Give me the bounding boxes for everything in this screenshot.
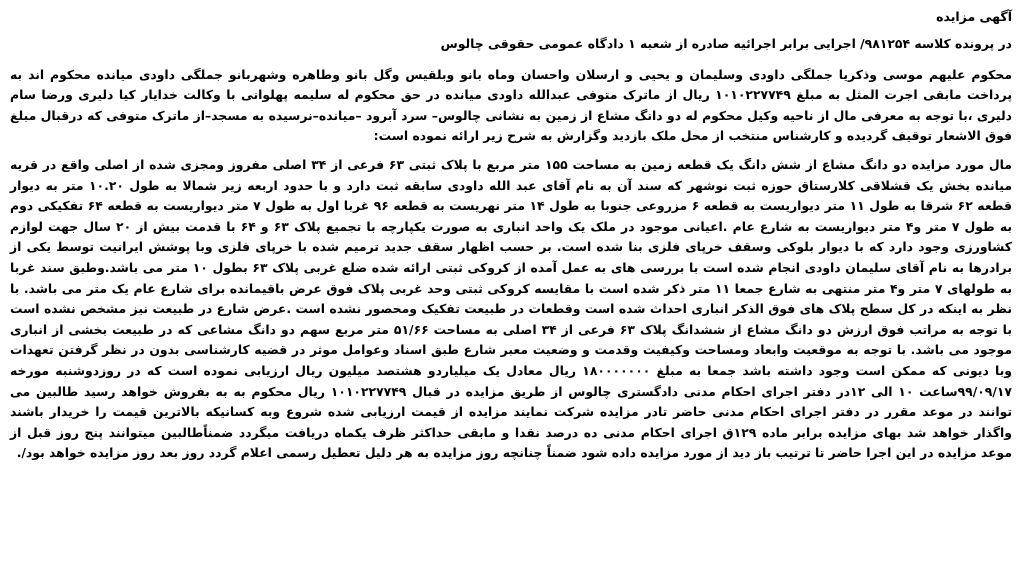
judgment-paragraph: محکوم علیهم موسی وذکریا جملگی داودی وسلیمان و یحیی و ارسلان واحسان وماه بانو وبلقیس وگل بانو وطاهره وشهربانو جملگی داودی میانده محکوم اند به پرداخت مابقی اجرت المثل به مبلغ ۱۰۱۰۲۲۷۷۴۹ ریال از ماترک متوفی عبدالله داودی میانده در حق محکوم له سلیمه پهلوانی با وکالت خدایار کیا دلیری ورضا سام دلیری ،با توجه به معرفی مال از ناحیه وکیل محکوم له دو دانگ مشاع از زمین به نشانی چالوس– سرد آبرود –میانده–نرسیده به مسجد–از ماترک متوفی که درقبال مبلغ فوق الاشعار توقیف گردیده و کارشناس منتخب از محل ملک بازدید وگزارش به شرح زیر ارائه نموده است: bbox=[10, 66, 1012, 144]
case-reference-line: در پرونده کلاسه ۹۸۱۲۵۴/ اجرایی برابر اجرائیه صادره از شعبه ۱ دادگاه عمومی حقوقی چالوس bbox=[440, 36, 1012, 51]
notice-title: آگهی مزایده bbox=[936, 9, 1012, 24]
property-description-paragraph: مال مورد مزایده دو دانگ مشاع از شش دانگ یک قطعه زمین به مساحت ۱۵۵ متر مربع با پلاک ثبتی ۶۳ فرعی از ۳۴ اصلی مفروز ومجزی شده از اصلی واقع در قریه میانده بخش یک قشلاقی کلارستاق حوزه ثبت نوشهر که سند آن به نام آقای عبد الله داودی سابقه ثبت دارد و با حدود اربعه زیر شمالا به طول ۱۰.۲۰ متر به دیوار قطعه ۶۲ شرقا به طول ۱۱ متر دیواریست به قطعه ۶ مزروعی جنوبا به طول ۱۴ متر نهریست به قطعه ۹۶ غربا اول به طول ۷ متر دیواریست به قطعه ۶۴ تفکیکی دوم به طول ۷ متر و۴ متر دیواریست به شارع عام .اعیانی موجود در ملک یک واحد انباری به صورت یکپارچه با تجمیع پلاک ۶۳ و ۶۴ با قدمت بیش از ۲۰ سال جهت لوازم کشاورزی وجود دارد که با دیوار بلوکی وسقف خرپای فلزی بنا شده است. بر حسب اظهار سقف جدید ترمیم شده با خرپای فلزی وبا پوشش ایرانیت توسط یکی از برادرها به نام آقای سلیمان داودی انجام شده است با بررسی های به عمل آمده از کروکی ثبتی ارائه شده ضلع غربی پلاک ۶۳ بطول ۱۰ متر می باشد.وطبق سند غربا به طولهای ۷ متر و۴ متر منتهی به شارع جمعا ۱۱ متر ذکر شده است با مقایسه کروکی ثبتی وحد غربی پلاک فوق عرض باقیمانده برای شارع عام یک متر می باشد. با نظر به اینکه در کل سطح پلاک های فوق الذکر انباری احداث شده است وقطعات در طبیعت تفکیک ومحصور نشده است .عرض شارع در طبیعت نیز مشخص نشده است با توجه به مراتب فوق ارزش دو دانگ مشاع از ششدانگ پلاک ۶۳ فرعی از ۳۴ اصلی به مساحت ۵۱/۶۶ متر مربع سهم دو دانگ مشاعی که در طبیعت بخشی از انباری موجود می باشد. با توجه به موقعیت وابعاد ومساحت وکیفیت وقدمت و وضعیت معبر شارع طبق اسناد وعوامل موثر در قضیه کارشناسی بدون در نظر گرفتن تعهدات وبا دیونی که ممکن است وجود داشته باشد جمعا به مبلغ ۱۸۰۰۰۰۰۰۰ ریال معادل یک میلیاردو هشتصد میلیون ریال ارزیابی نموده است که در روزدوشنبه مورخه ۹۹/۰۹/۱۷ساعت ۱۰ الی ۱۲در دفتر اجرای احکام مدنی دادگستری چالوس از طریق مزایده در قبال ۱۰۱۰۲۲۷۷۴۹ ریال محکوم به به بفروش خواهد رسید طالبین می توانند در موعد مقرر در دفتر اجرای احکام مدنی حاضر تادر مزایده شرکت نمایند مزایده از قیمت ارزیابی شده شروع وبه کسانیکه بالاترین قیمت را خریدار باشند واگذار خواهد شد بهای مزایده برابر ماده ۱۲۹ق اجرای احکام مدنی ده درصد نقدا و مابقی حداکثر ظرف یکماه دریافت میگردد ضمناًطالبین میتوانند پنج روز قبل از موعد مزایده در این اجرا حاضر تا ترتیب باز دید از مورد مزایده داده شود ضمناً چنانچه روز مزایده به هر دلیل تعطیل رسمی اعلام گردد روز بعد روز مزایده خواهد بود/. bbox=[10, 156, 1013, 461]
